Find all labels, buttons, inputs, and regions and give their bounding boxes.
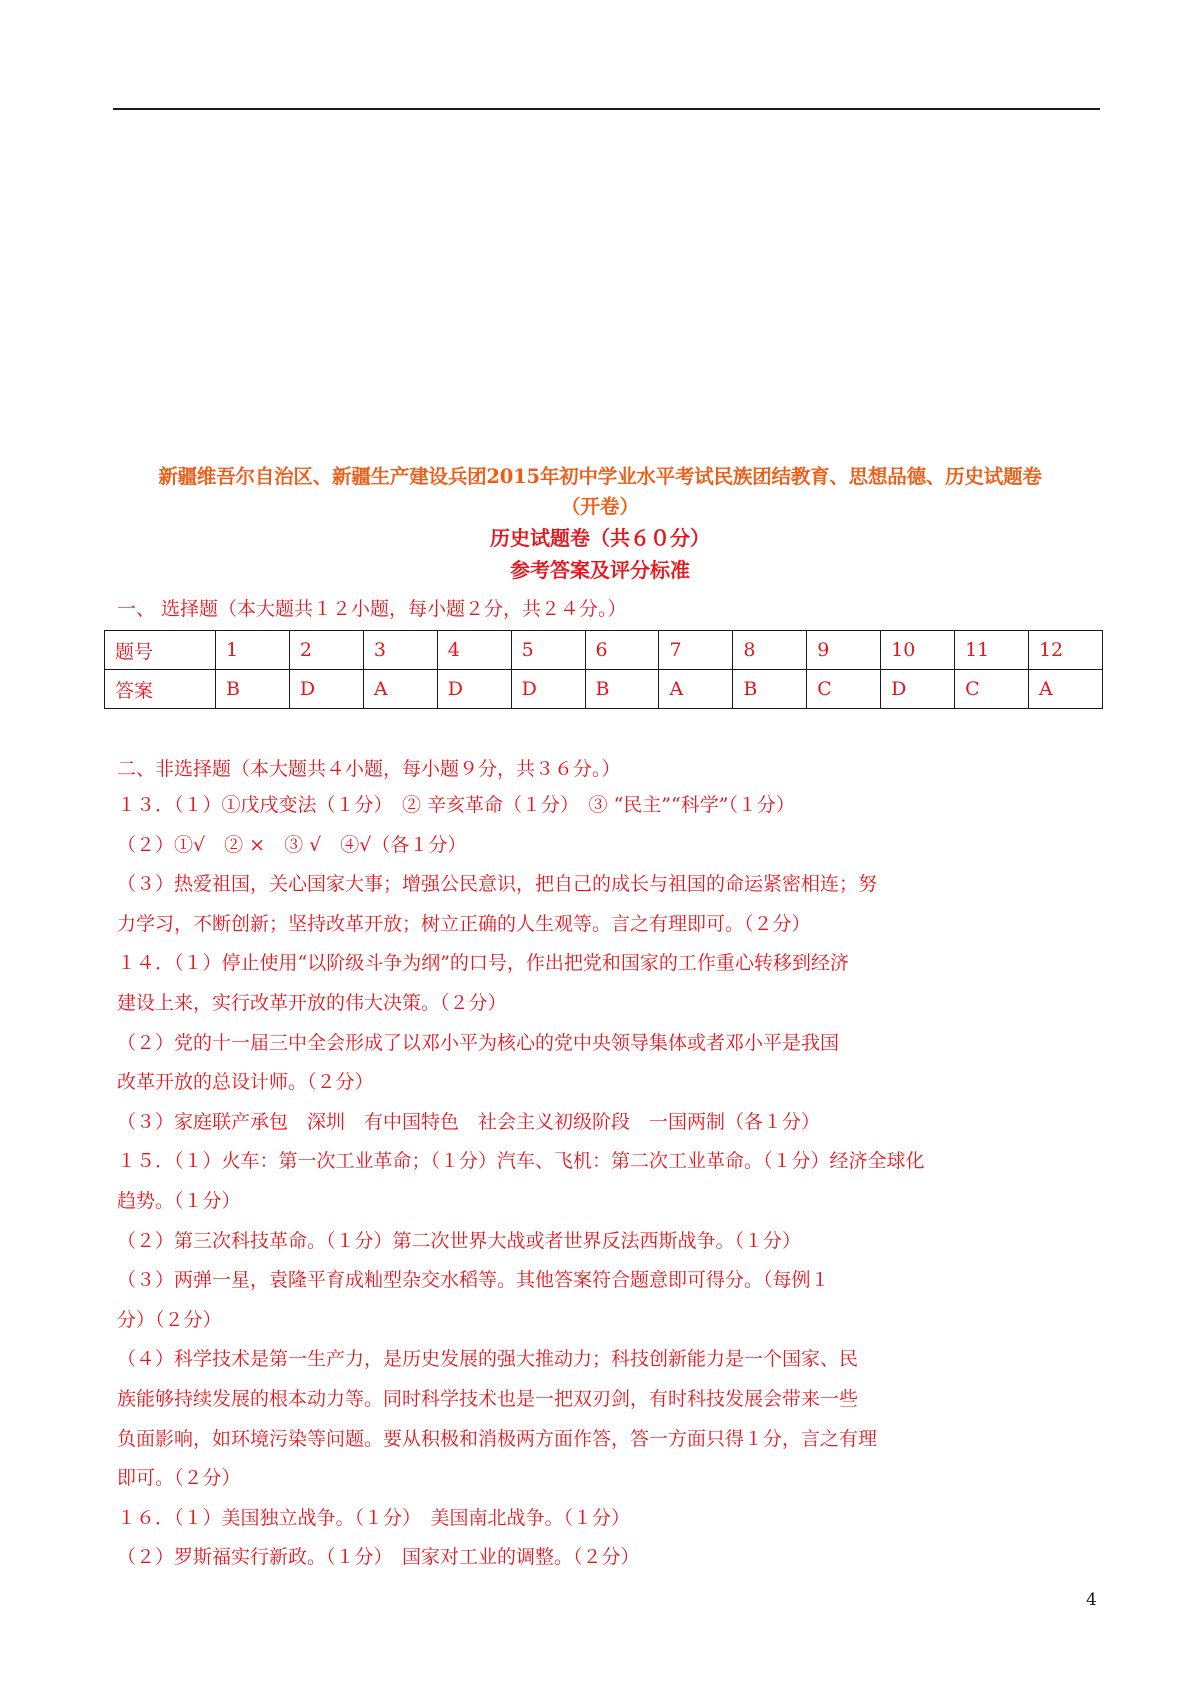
paper-title: 历史试题卷（共６０分） — [490, 526, 710, 550]
answer-line: （３）热爱祖国，关心国家大事；增强公民意识，把自己的成长与祖国的命运紧密相连；努 — [117, 873, 878, 896]
answer-table — [104, 630, 1103, 709]
answer-line: 分）（２分） — [117, 1308, 222, 1331]
table-cell: A — [1028, 670, 1102, 709]
page-number: 4 — [1086, 1590, 1097, 1610]
exam-title: 新疆维吾尔自治区、新疆生产建设兵团2015年初中学业水平考试民族团结教育、思想品德、历史试题卷 — [158, 465, 1042, 488]
answer-line: １５．（１）火车：第一次工业革命；（１分）汽车、飞机：第二次工业革命。（１分）经济全球化 — [117, 1150, 925, 1173]
answer-line: １３．（１）①戊戌变法（１分） ② 辛亥革命（１分） ③ “民主”“科学”（１分） — [117, 794, 795, 816]
answer-line: 即可。（２分） — [117, 1467, 241, 1490]
table-cell: B — [733, 670, 807, 709]
answer-line: １４．（１）停止使用“以阶级斗争为纲”的口号，作出把党和国家的工作重心转移到经济 — [117, 952, 849, 975]
exam-subtitle: （开卷） — [560, 495, 639, 518]
answer-line: 改革开放的总设计师。（２分） — [117, 1071, 374, 1094]
table-cell: B — [585, 670, 659, 709]
section1-heading: 一、 选择题（本大题共１２小题，每小题２分，共２４分。） — [117, 598, 627, 620]
table-cell: 8 — [733, 631, 807, 670]
table-cell: D — [881, 670, 955, 709]
row-label-answer: 答案 — [105, 670, 216, 709]
table-cell: A — [363, 670, 437, 709]
answer-line: （２）第三次科技革命。（１分）第二次世界大战或者世界反法西斯战争。（１分） — [117, 1229, 802, 1252]
table-cell: D — [511, 670, 585, 709]
table-cell: 11 — [955, 631, 1029, 670]
header-rule — [113, 108, 1100, 110]
table-row-answers — [105, 670, 1103, 709]
table-cell: 10 — [881, 631, 955, 670]
answer-line: （２）党的十一届三中全会形成了以邓小平为核心的党中央领导集体或者邓小平是我国 — [117, 1031, 840, 1054]
answer-line: （２）①√ ② × ③ √ ④√（各１分） — [117, 833, 467, 856]
answer-line: （３）两弹一星，袁隆平育成籼型杂交水稻等。其他答案符合题意即可得分。（每例１ — [117, 1269, 830, 1292]
table-cell: 3 — [363, 631, 437, 670]
table-cell: 12 — [1028, 631, 1102, 670]
table-cell: 2 — [289, 631, 363, 670]
table-cell: 1 — [216, 631, 290, 670]
section2-heading: 二、非选择题（本大题共４小题，每小题９分，共３６分。） — [117, 758, 621, 780]
table-cell: 4 — [437, 631, 511, 670]
table-cell: 5 — [511, 631, 585, 670]
answer-line: 力学习，不断创新；坚持改革开放；树立正确的人生观等。言之有理即可。（２分） — [117, 912, 811, 935]
answer-line: （４）科学技术是第一生产力，是历史发展的强大推动力；科技创新能力是一个国家、民 — [117, 1348, 859, 1371]
table-cell: C — [955, 670, 1029, 709]
answer-line: （３）家庭联产承包 深圳 有中国特色 社会主义初级阶段 一国两制（各１分） — [117, 1110, 821, 1133]
answer-line: 族能够持续发展的根本动力等。同时科学技术也是一把双刃剑，有时科技发展会带来一些 — [117, 1387, 859, 1410]
section2-answers — [117, 786, 925, 1578]
table-row-numbers — [105, 631, 1103, 670]
table-cell: A — [659, 670, 733, 709]
answer-line: 趋势。（１分） — [117, 1189, 241, 1212]
table-cell: D — [437, 670, 511, 709]
table-cell: 6 — [585, 631, 659, 670]
answer-line: １６．（１）美国独立战争。（１分） 美国南北战争。（１分） — [117, 1506, 631, 1529]
table-cell: B — [216, 670, 290, 709]
answer-line: （２）罗斯福实行新政。（１分） 国家对工业的调整。（２分） — [117, 1546, 640, 1569]
answer-line: 负面影响，如环境污染等问题。要从积极和消极两方面作答，答一方面只得１分，言之有理 — [117, 1427, 878, 1450]
table-cell: 7 — [659, 631, 733, 670]
answer-line: 建设上来，实行改革开放的伟大决策。（２分） — [117, 991, 507, 1014]
row-label-number: 题号 — [105, 631, 216, 670]
document-title-block — [100, 462, 1100, 586]
table-cell: C — [807, 670, 881, 709]
table-cell: D — [289, 670, 363, 709]
answer-key-title: 参考答案及评分标准 — [510, 558, 690, 582]
table-cell: 9 — [807, 631, 881, 670]
